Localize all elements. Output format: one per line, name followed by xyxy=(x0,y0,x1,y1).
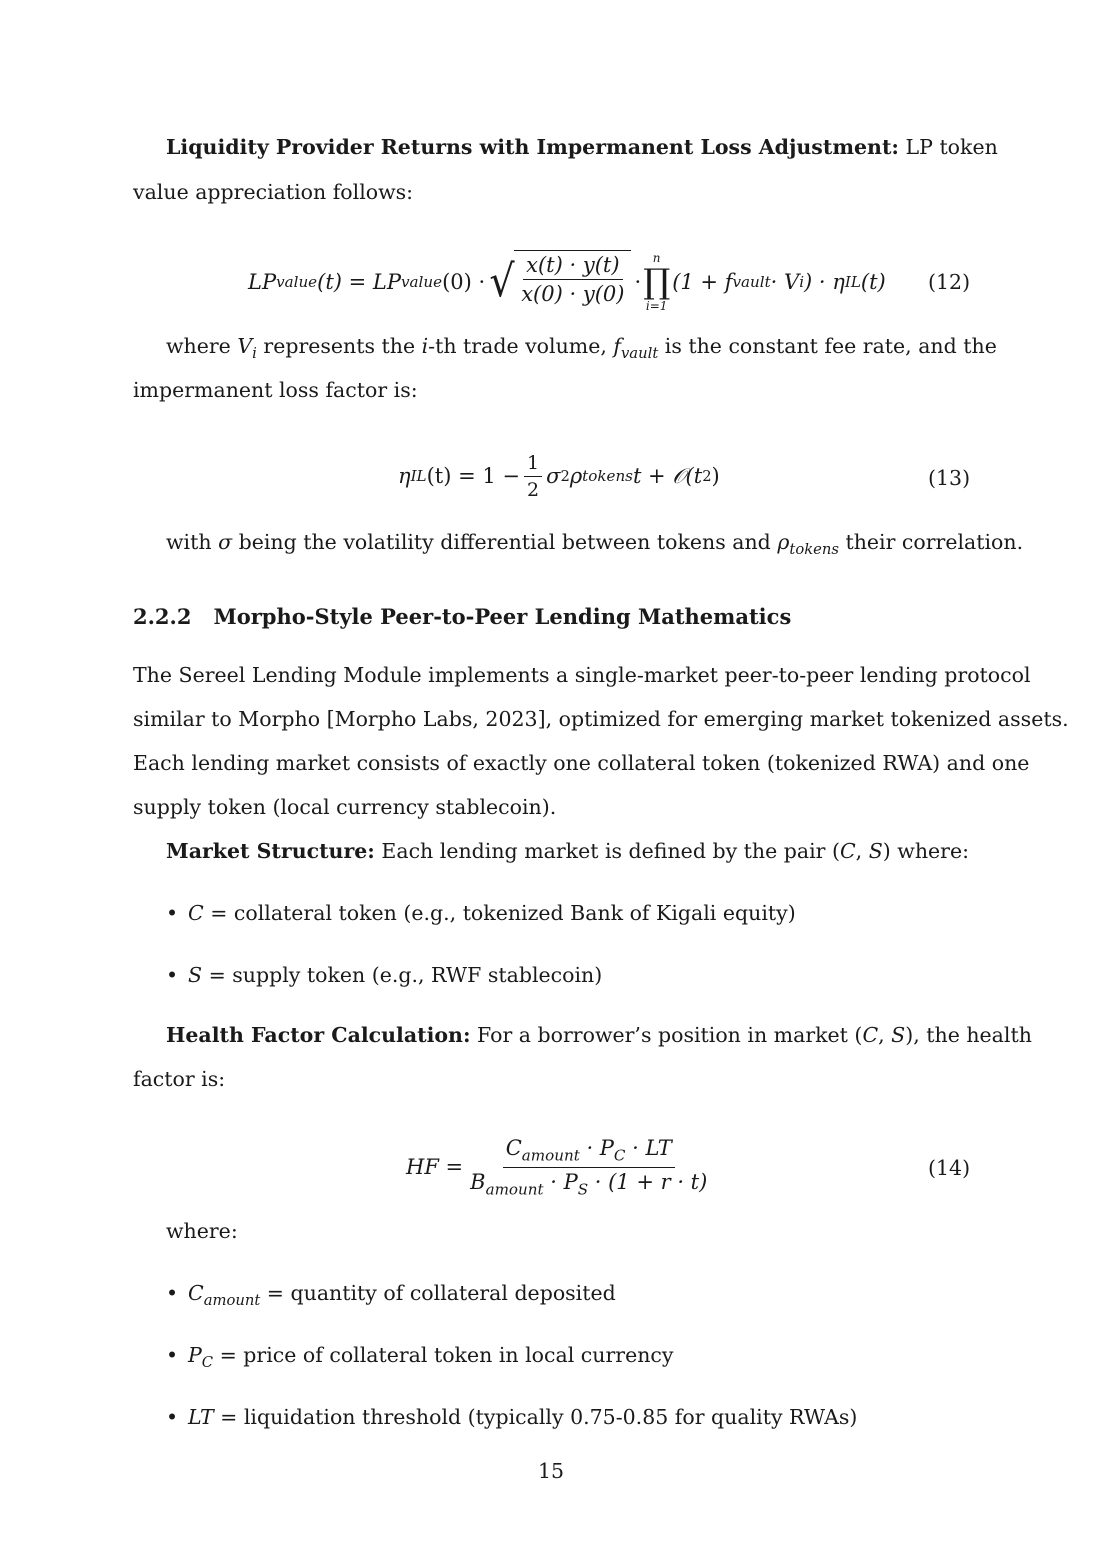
lp-returns-paragraph-line2: value appreciation follows: xyxy=(133,180,414,204)
p2-ith: i xyxy=(421,334,429,358)
eq14-denominator xyxy=(467,1168,710,1198)
eq13-sub-tokens: tokens xyxy=(582,467,633,485)
eq14-b: B xyxy=(470,1169,486,1194)
product-lower: i=1 xyxy=(645,299,668,313)
p2-v: V xyxy=(237,334,253,358)
eq12-sqrt xyxy=(488,250,631,314)
list-item xyxy=(166,901,796,925)
eq13-rest: t + 𝒪(t xyxy=(632,463,703,488)
eq14-sub-amount: amount xyxy=(521,1146,580,1165)
health-factor-heading: Health Factor Calculation: xyxy=(166,1023,471,1047)
eq13-eq: (t) = 1 − xyxy=(426,464,521,488)
lending-paragraph-line1: The Sereel Lending Module implements a single-market peer-to-peer lending protocol xyxy=(133,663,1031,687)
bullet-symbol: P xyxy=(188,1343,202,1367)
bullet-text: = price of collateral token in local currency xyxy=(213,1343,674,1367)
bullet-text: = supply token (e.g., RWF stablecoin) xyxy=(202,963,603,987)
market-structure-heading: Market Structure: xyxy=(166,839,375,863)
eq14-sub-amount-2: amount xyxy=(485,1179,544,1198)
eq12-numerator: x(t) · y(t) xyxy=(523,253,622,280)
page-number: 15 xyxy=(538,1459,565,1483)
where-label: where: xyxy=(166,1219,238,1243)
equation-number-13: (13) xyxy=(928,466,971,490)
p5-end: ) where: xyxy=(882,839,969,863)
product-operator xyxy=(643,251,670,313)
eq14-p: · P xyxy=(579,1136,614,1161)
lending-paragraph-line3: Each lending market consists of exactly one collateral token (tokenized RWA) and one xyxy=(133,751,1030,775)
list-item xyxy=(166,1405,857,1433)
eq14-lt: · LT xyxy=(625,1136,672,1161)
eq12-zero: (0) · xyxy=(442,270,486,294)
eq14-sub-c: C xyxy=(613,1146,626,1165)
eq14-fraction xyxy=(467,1136,710,1198)
eq12-sqrt-body xyxy=(514,250,631,314)
eq12-after: (1 + f xyxy=(672,270,733,294)
section-title: Morpho-Style Peer-to-Peer Lending Mathematics xyxy=(213,604,792,629)
where-vi-paragraph-line2: impermanent loss factor is: xyxy=(133,378,418,402)
eq13-eta: η xyxy=(398,464,411,488)
p5-s: S xyxy=(868,839,883,863)
eq14-c: C xyxy=(505,1136,522,1161)
eq12-tail: (t) xyxy=(860,270,886,294)
eq14-den-rest: · (1 + r · t) xyxy=(588,1169,708,1194)
bullet-text: = liquidation threshold (typically 0.75-0.85 for quality RWAs) xyxy=(213,1405,858,1429)
eq14-lhs: HF = xyxy=(406,1155,464,1179)
eq13-sigma: σ xyxy=(546,464,561,488)
p3-sub-tokens: tokens xyxy=(789,541,839,559)
p5-rest: Each lending market is defined by the pair ( xyxy=(374,839,840,863)
equation-14 xyxy=(406,1136,714,1198)
bullet-icon: • xyxy=(166,1405,179,1429)
p6-end: ), the health xyxy=(905,1023,1032,1047)
where-vi-paragraph-line1 xyxy=(166,334,997,365)
p2-a: where xyxy=(166,334,238,358)
p2-sub-i: i xyxy=(252,345,257,363)
eq12-sub-value: value xyxy=(276,273,318,291)
product-upper: n xyxy=(652,251,661,265)
lp-returns-heading: Liquidity Provider Returns with Impermanent Loss Adjustment: xyxy=(166,135,899,159)
eq12-dot: · xyxy=(634,270,642,294)
lp-returns-text: LP token xyxy=(899,135,998,159)
bullet-symbol: LT xyxy=(188,1405,214,1429)
p6-s: S xyxy=(891,1023,906,1047)
health-factor-paragraph-line2: factor is: xyxy=(133,1067,226,1091)
eq13-sq: 2 xyxy=(560,467,570,485)
bullet-symbol: S xyxy=(188,963,203,987)
list-item xyxy=(166,1281,616,1309)
eq14-sub-s: S xyxy=(577,1179,589,1198)
eq12-close: ) · η xyxy=(804,270,845,294)
p3-sigma: σ xyxy=(218,530,233,554)
section-number: 2.2.2 xyxy=(133,604,192,629)
eq12-lp: LP xyxy=(248,270,277,294)
p2-d: is the constant fee rate, and the xyxy=(658,334,997,358)
eq14-ps: · P xyxy=(543,1169,578,1194)
eq12-denominator: x(0) · y(0) xyxy=(521,282,625,306)
eq12-sub-il: IL xyxy=(844,273,861,291)
p6-c: C xyxy=(862,1023,879,1047)
eq12-sub-value-2: value xyxy=(401,273,443,291)
health-factor-paragraph-line1 xyxy=(166,1023,1032,1047)
p2-sub-vault: vault xyxy=(620,345,659,363)
eq12-vi: · V xyxy=(770,270,800,294)
eq12-eq: (t) = LP xyxy=(317,270,401,294)
bullet-sub: amount xyxy=(203,1292,261,1310)
lp-returns-paragraph-line1 xyxy=(166,135,998,159)
eq13-sub-il: IL xyxy=(410,467,427,485)
equation-12 xyxy=(248,244,886,320)
sqrt-icon: √ xyxy=(489,256,515,307)
bullet-icon: • xyxy=(166,963,179,987)
bullet-icon: • xyxy=(166,901,179,925)
market-structure-paragraph xyxy=(166,840,969,862)
p2-c: -th trade volume, xyxy=(428,334,614,358)
eq13-sq2: 2 xyxy=(702,467,712,485)
p3-a: with xyxy=(166,530,219,554)
bullet-sub: C xyxy=(201,1354,214,1372)
product-icon: ∏ xyxy=(643,262,671,302)
p6-rest: For a borrower’s position in market ( xyxy=(470,1023,863,1047)
bullet-icon: • xyxy=(166,1281,179,1305)
sigma-paragraph xyxy=(166,531,1023,561)
equation-number-14: (14) xyxy=(928,1156,971,1180)
equation-13 xyxy=(398,446,720,506)
p2-b: represents the xyxy=(256,334,422,358)
lending-paragraph-line4: supply token (local currency stablecoin). xyxy=(133,795,557,819)
bullet-text: = quantity of collateral deposited xyxy=(260,1281,616,1305)
eq12-fraction xyxy=(518,253,627,314)
bullet-text: = collateral token (e.g., tokenized Bank of Kigali equity) xyxy=(203,901,796,925)
eq13-fraction xyxy=(524,452,542,501)
lending-paragraph-line2: similar to Morpho [Morpho Labs, 2023], optimized for emerging market tokenized assets. xyxy=(133,707,1069,731)
bullet-symbol: C xyxy=(188,901,204,925)
bullet-symbol: C xyxy=(188,1281,204,1305)
section-heading xyxy=(133,604,791,629)
list-item xyxy=(166,1343,673,1371)
eq13-num: 1 xyxy=(524,452,542,477)
eq13-den: 2 xyxy=(527,478,540,501)
bullet-icon: • xyxy=(166,1343,179,1367)
eq12-sub-i: i xyxy=(799,273,805,291)
eq14-numerator xyxy=(503,1136,675,1167)
p6-comma: , xyxy=(878,1023,892,1047)
eq13-end: ) xyxy=(711,464,720,488)
p3-rho: ρ xyxy=(777,530,790,554)
p3-c: their correlation. xyxy=(838,530,1024,554)
equation-number-12: (12) xyxy=(928,270,971,294)
eq12-sub-vault: vault xyxy=(732,273,771,291)
p5-c: C xyxy=(839,839,856,863)
p5-comma: , xyxy=(855,839,869,863)
list-item xyxy=(166,963,602,987)
p2-f: f xyxy=(613,334,621,358)
eq13-rho: ρ xyxy=(569,464,583,488)
p3-b: being the volatility differential between tokens and xyxy=(232,530,778,554)
